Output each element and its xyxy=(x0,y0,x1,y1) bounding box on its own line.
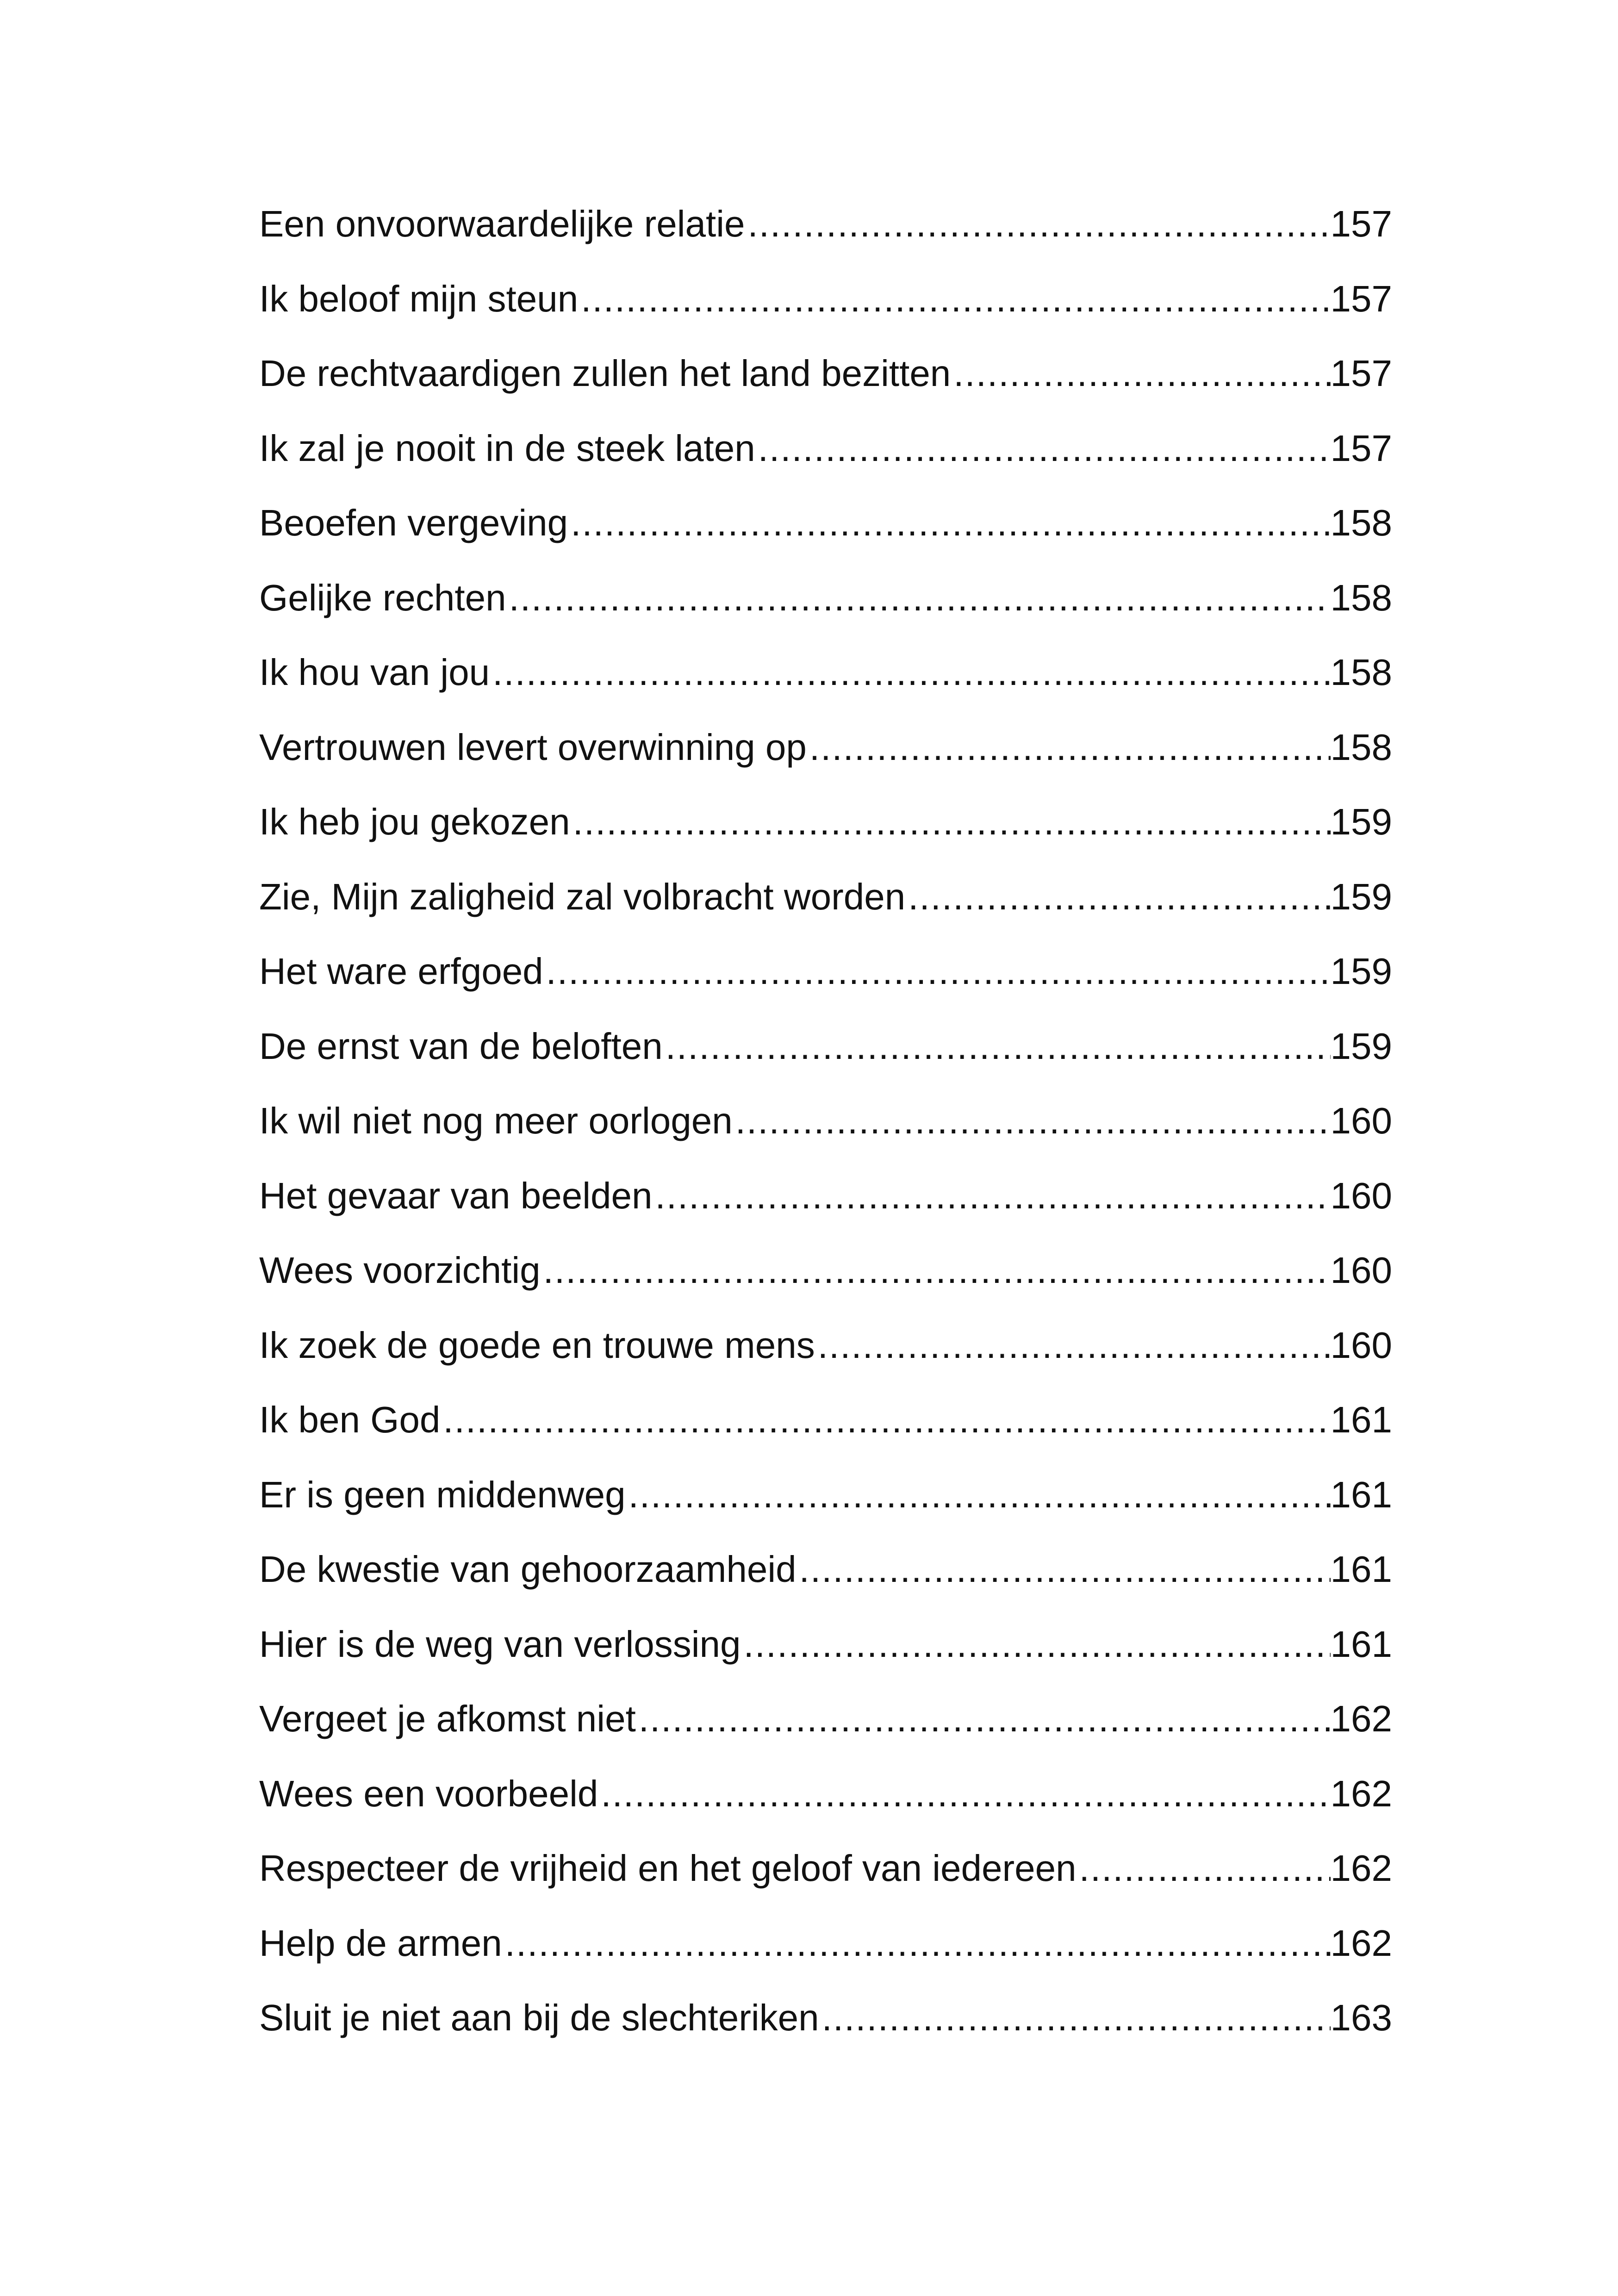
toc-dot-leader xyxy=(509,577,1331,619)
toc-entry-page: 161 xyxy=(1330,1399,1392,1440)
toc-dot-leader xyxy=(799,1548,1331,1591)
toc-dot-leader xyxy=(639,1698,1331,1740)
toc-entry-title: Vergeet je afkomst niet xyxy=(259,1698,636,1739)
toc-entry-page: 161 xyxy=(1330,1623,1392,1665)
toc-dot-leader xyxy=(818,1324,1331,1367)
toc-dot-leader xyxy=(655,1175,1331,1217)
toc-dot-leader xyxy=(492,651,1330,694)
toc-entry[interactable] xyxy=(259,726,1392,801)
toc-entry-page: 157 xyxy=(1330,353,1392,394)
toc-entry[interactable] xyxy=(259,352,1392,427)
toc-entry[interactable] xyxy=(259,1623,1392,1698)
toc-dot-leader xyxy=(505,1922,1331,1965)
toc-entry-title: Ik zal je nooit in de steek laten xyxy=(259,427,755,469)
toc-entry-title: De ernst van de beloften xyxy=(259,1025,663,1067)
toc-entry-page: 160 xyxy=(1330,1324,1392,1366)
toc-entry-page: 160 xyxy=(1330,1250,1392,1291)
toc-entry[interactable] xyxy=(259,1025,1392,1100)
toc-entry-title: Het gevaar van beelden xyxy=(259,1175,653,1216)
toc-dot-leader xyxy=(666,1025,1331,1068)
toc-dot-leader xyxy=(571,502,1330,544)
toc-entry-title: Een onvoorwaardelijke relatie xyxy=(259,203,745,244)
toc-entry-title: Vertrouwen levert overwinning op xyxy=(259,726,807,768)
toc-entry[interactable] xyxy=(259,1100,1392,1175)
toc-dot-leader xyxy=(748,203,1331,245)
toc-dot-leader xyxy=(953,352,1330,395)
toc-dot-leader xyxy=(743,1623,1330,1666)
toc-dot-leader xyxy=(543,1249,1331,1292)
toc-entry-title: Ik hou van jou xyxy=(259,652,490,693)
toc-entry[interactable] xyxy=(259,1324,1392,1399)
toc-dot-leader xyxy=(629,1474,1331,1516)
toc-entry[interactable] xyxy=(259,651,1392,726)
toc-entry[interactable] xyxy=(259,1175,1392,1250)
toc-entry-page: 159 xyxy=(1330,876,1392,917)
toc-dot-leader xyxy=(601,1773,1330,1815)
toc-dot-leader xyxy=(822,1997,1331,2039)
toc-entry[interactable] xyxy=(259,278,1392,353)
toc-entry[interactable] xyxy=(259,1474,1392,1549)
toc-entry[interactable] xyxy=(259,1249,1392,1324)
toc-entry-page: 163 xyxy=(1330,1997,1392,2038)
toc-entry-page: 158 xyxy=(1330,652,1392,693)
toc-dot-leader xyxy=(735,1100,1331,1142)
toc-entry[interactable] xyxy=(259,1698,1392,1773)
toc-entry-page: 162 xyxy=(1330,1922,1392,1964)
toc-entry-page: 159 xyxy=(1330,801,1392,842)
toc-entry-title: Ik zoek de goede en trouwe mens xyxy=(259,1324,815,1366)
toc-entry-title: Gelijke rechten xyxy=(259,577,506,618)
toc-entry[interactable] xyxy=(259,1922,1392,1997)
toc-entry-title: Wees voorzichtig xyxy=(259,1250,541,1291)
toc-entry-title: Beoefen vergeving xyxy=(259,502,568,543)
toc-entry-title: Ik wil niet nog meer oorlogen xyxy=(259,1100,733,1141)
toc-entry-page: 162 xyxy=(1330,1773,1392,1814)
toc-entry-title: Zie, Mijn zaligheid zal volbracht worden xyxy=(259,876,906,917)
toc-entry-page: 159 xyxy=(1330,951,1392,992)
toc-entry-page: 161 xyxy=(1330,1474,1392,1515)
toc-entry-title: Help de armen xyxy=(259,1922,502,1964)
toc-entry-page: 158 xyxy=(1330,726,1392,768)
toc-entry[interactable] xyxy=(259,502,1392,577)
toc-dot-leader xyxy=(581,278,1330,320)
toc-entry-title: Sluit je niet aan bij de slechteriken xyxy=(259,1997,819,2038)
table-of-contents xyxy=(259,203,1392,2072)
toc-entry-page: 162 xyxy=(1330,1848,1392,1889)
toc-entry-page: 159 xyxy=(1330,1025,1392,1067)
toc-entry-title: Ik heb jou gekozen xyxy=(259,801,570,842)
toc-entry-title: Het ware erfgoed xyxy=(259,951,543,992)
toc-entry[interactable] xyxy=(259,1548,1392,1623)
toc-entry[interactable] xyxy=(259,427,1392,502)
toc-dot-leader xyxy=(1079,1847,1331,1890)
toc-entry-title: Ik beloof mijn steun xyxy=(259,278,579,319)
toc-dot-leader xyxy=(809,726,1331,769)
toc-entry-title: Respecteer de vrijheid en het geloof van iedereen xyxy=(259,1848,1077,1889)
toc-entry[interactable] xyxy=(259,1399,1392,1474)
toc-entry[interactable] xyxy=(259,1997,1392,2072)
toc-entry-title: Hier is de weg van verlossing xyxy=(259,1623,741,1665)
toc-entry-title: De kwestie van gehoorzaamheid xyxy=(259,1549,797,1590)
toc-entry-page: 162 xyxy=(1330,1698,1392,1739)
toc-entry-title: Ik ben God xyxy=(259,1399,441,1440)
toc-entry-title: Er is geen middenweg xyxy=(259,1474,626,1515)
toc-entry-page: 160 xyxy=(1330,1175,1392,1216)
toc-entry[interactable] xyxy=(259,950,1392,1025)
toc-entry-page: 157 xyxy=(1330,278,1392,319)
toc-entry-page: 158 xyxy=(1330,577,1392,618)
toc-dot-leader xyxy=(546,950,1331,993)
toc-entry[interactable] xyxy=(259,1773,1392,1848)
toc-entry-page: 158 xyxy=(1330,502,1392,543)
toc-entry-title: De rechtvaardigen zullen het land bezitten xyxy=(259,353,951,394)
toc-entry[interactable] xyxy=(259,876,1392,951)
toc-entry[interactable] xyxy=(259,577,1392,652)
toc-entry[interactable] xyxy=(259,1847,1392,1922)
toc-entry-title: Wees een voorbeeld xyxy=(259,1773,598,1814)
toc-dot-leader xyxy=(908,876,1330,918)
toc-dot-leader xyxy=(573,801,1331,843)
toc-entry-page: 157 xyxy=(1330,427,1392,469)
toc-entry[interactable] xyxy=(259,801,1392,876)
toc-entry[interactable] xyxy=(259,203,1392,278)
toc-dot-leader xyxy=(758,427,1331,470)
toc-entry-page: 161 xyxy=(1330,1549,1392,1590)
toc-entry-page: 157 xyxy=(1330,203,1392,244)
toc-entry-page: 160 xyxy=(1330,1100,1392,1141)
toc-dot-leader xyxy=(443,1399,1330,1441)
